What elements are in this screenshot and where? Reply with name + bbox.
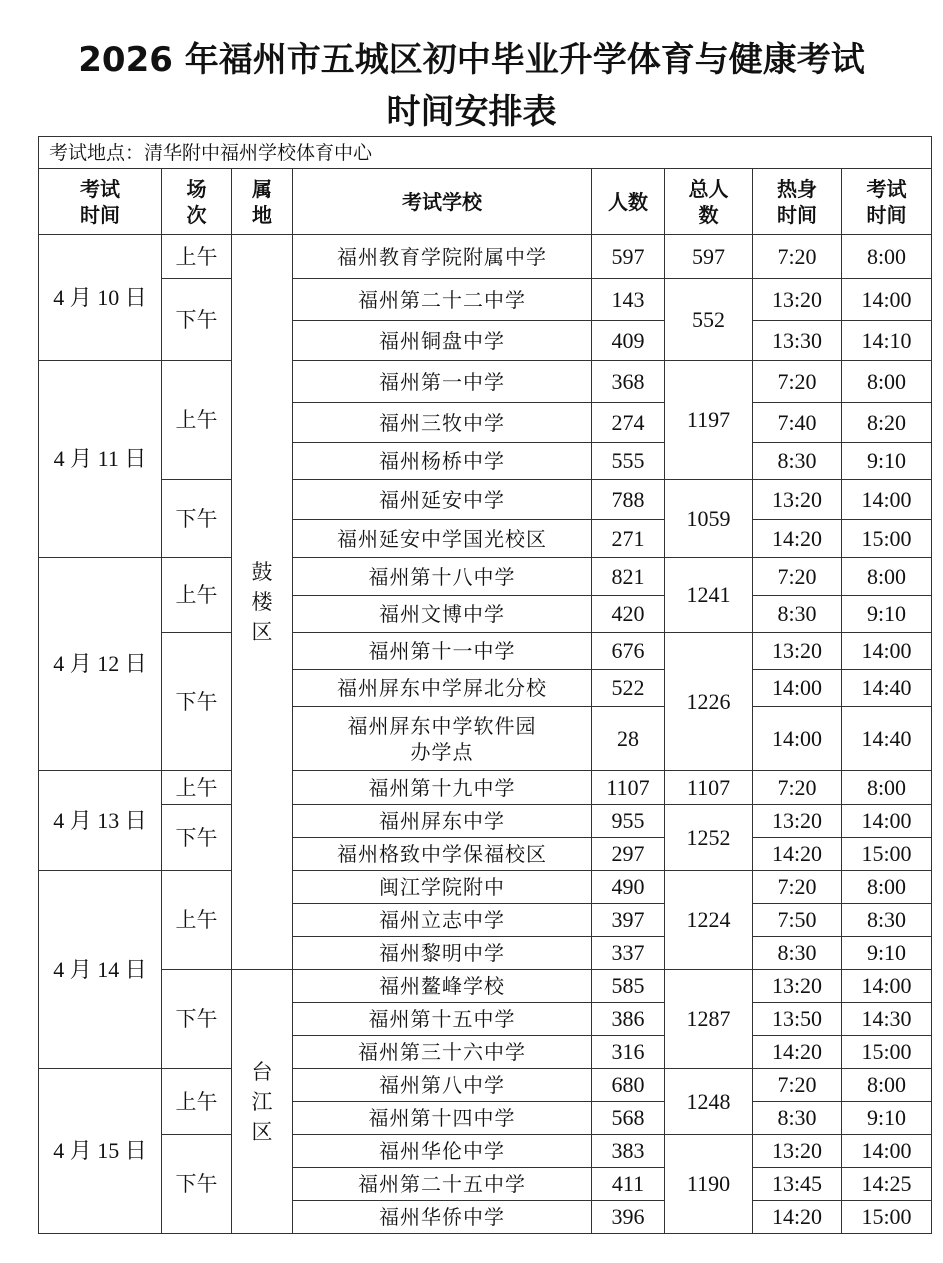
school-cell: 福州格致中学保福校区 <box>293 838 592 871</box>
exam-cell: 14:30 <box>842 1003 932 1036</box>
count-cell: 411 <box>592 1168 665 1201</box>
exam-cell: 14:00 <box>842 805 932 838</box>
session-cell: 下午 <box>162 970 232 1069</box>
school-cell: 福州华伦中学 <box>293 1135 592 1168</box>
session-cell: 上午 <box>162 235 232 279</box>
date-cell: 4 月 14 日 <box>39 871 162 1069</box>
school-cell: 福州延安中学国光校区 <box>293 520 592 558</box>
count-cell: 397 <box>592 904 665 937</box>
schedule-table <box>38 136 932 1234</box>
count-cell: 396 <box>592 1201 665 1234</box>
school-cell: 福州鳌峰学校 <box>293 970 592 1003</box>
exam-cell: 8:20 <box>842 403 932 443</box>
session-cell: 下午 <box>162 633 232 771</box>
count-cell: 1107 <box>592 771 665 805</box>
warmup-cell: 8:30 <box>753 1102 842 1135</box>
warmup-cell: 14:20 <box>753 838 842 871</box>
school-cell: 福州第二十五中学 <box>293 1168 592 1201</box>
school-cell: 福州第十一中学 <box>293 633 592 670</box>
header-exam: 考试 时间 <box>842 169 932 235</box>
total-cell: 1252 <box>665 805 753 871</box>
school-cell: 福州杨桥中学 <box>293 443 592 480</box>
school-cell: 福州黎明中学 <box>293 937 592 970</box>
exam-cell: 15:00 <box>842 1201 932 1234</box>
header-row <box>39 169 932 235</box>
count-cell: 297 <box>592 838 665 871</box>
count-cell: 490 <box>592 871 665 904</box>
session-cell: 下午 <box>162 1135 232 1234</box>
exam-cell: 8:00 <box>842 558 932 596</box>
school-cell: 福州华侨中学 <box>293 1201 592 1234</box>
exam-cell: 14:10 <box>842 321 932 361</box>
total-cell: 1197 <box>665 361 753 480</box>
warmup-cell: 7:20 <box>753 1069 842 1102</box>
table-row <box>39 480 932 520</box>
session-cell: 下午 <box>162 480 232 558</box>
exam-cell: 9:10 <box>842 596 932 633</box>
count-cell: 568 <box>592 1102 665 1135</box>
exam-cell: 9:10 <box>842 443 932 480</box>
count-cell: 316 <box>592 1036 665 1069</box>
exam-cell: 14:40 <box>842 707 932 771</box>
session-cell: 下午 <box>162 279 232 361</box>
date-cell: 4 月 13 日 <box>39 771 162 871</box>
count-cell: 420 <box>592 596 665 633</box>
exam-cell: 14:00 <box>842 970 932 1003</box>
exam-cell: 14:40 <box>842 670 932 707</box>
count-cell: 555 <box>592 443 665 480</box>
warmup-cell: 14:20 <box>753 520 842 558</box>
session-cell: 上午 <box>162 871 232 970</box>
exam-cell: 9:10 <box>842 937 932 970</box>
session-cell: 上午 <box>162 1069 232 1135</box>
session-cell: 下午 <box>162 805 232 871</box>
school-cell: 福州第十八中学 <box>293 558 592 596</box>
count-cell: 522 <box>592 670 665 707</box>
warmup-cell: 7:20 <box>753 235 842 279</box>
table-row <box>39 633 932 670</box>
session-cell: 上午 <box>162 771 232 805</box>
total-cell: 1287 <box>665 970 753 1069</box>
total-cell: 1190 <box>665 1135 753 1234</box>
warmup-cell: 14:20 <box>753 1201 842 1234</box>
count-cell: 788 <box>592 480 665 520</box>
district-label: 鼓楼区 <box>251 560 273 644</box>
warmup-cell: 13:20 <box>753 1135 842 1168</box>
school-cell: 福州第三十六中学 <box>293 1036 592 1069</box>
count-cell: 383 <box>592 1135 665 1168</box>
table-row <box>39 1069 932 1102</box>
table-row <box>39 871 932 904</box>
warmup-cell: 8:30 <box>753 596 842 633</box>
table-row <box>39 361 932 403</box>
count-cell: 386 <box>592 1003 665 1036</box>
warmup-cell: 13:30 <box>753 321 842 361</box>
total-cell: 1107 <box>665 771 753 805</box>
page-subtitle: 时间安排表 <box>386 92 557 132</box>
warmup-cell: 7:50 <box>753 904 842 937</box>
warmup-cell: 13:20 <box>753 279 842 321</box>
school-cell: 福州屏东中学软件园 办学点 <box>293 707 592 771</box>
school-cell: 福州屏东中学 <box>293 805 592 838</box>
session-cell: 上午 <box>162 558 232 633</box>
date-cell: 4 月 10 日 <box>39 235 162 361</box>
warmup-cell: 13:50 <box>753 1003 842 1036</box>
warmup-cell: 7:40 <box>753 403 842 443</box>
table-row <box>39 805 932 838</box>
date-cell: 4 月 15 日 <box>39 1069 162 1234</box>
school-cell: 福州铜盘中学 <box>293 321 592 361</box>
count-cell: 337 <box>592 937 665 970</box>
school-cell: 福州教育学院附属中学 <box>293 235 592 279</box>
warmup-cell: 13:20 <box>753 805 842 838</box>
total-cell: 597 <box>665 235 753 279</box>
count-cell: 597 <box>592 235 665 279</box>
exam-cell: 15:00 <box>842 1036 932 1069</box>
date-cell: 4 月 11 日 <box>39 361 162 558</box>
school-cell: 福州延安中学 <box>293 480 592 520</box>
school-cell: 福州第十四中学 <box>293 1102 592 1135</box>
count-cell: 821 <box>592 558 665 596</box>
count-cell: 274 <box>592 403 665 443</box>
total-cell: 1226 <box>665 633 753 771</box>
warmup-cell: 14:00 <box>753 670 842 707</box>
table-row <box>39 970 932 1003</box>
count-cell: 680 <box>592 1069 665 1102</box>
exam-cell: 14:00 <box>842 1135 932 1168</box>
count-cell: 271 <box>592 520 665 558</box>
count-cell: 409 <box>592 321 665 361</box>
warmup-cell: 8:30 <box>753 937 842 970</box>
header-warmup: 热身 时间 <box>753 169 842 235</box>
warmup-cell: 7:20 <box>753 361 842 403</box>
total-cell: 1224 <box>665 871 753 970</box>
school-cell: 闽江学院附中 <box>293 871 592 904</box>
table-row <box>39 279 932 321</box>
warmup-cell: 13:20 <box>753 633 842 670</box>
table-row <box>39 771 932 805</box>
warmup-cell: 14:00 <box>753 707 842 771</box>
exam-location: 考试地点：清华附中福州学校体育中心 <box>39 137 932 169</box>
total-cell: 1248 <box>665 1069 753 1135</box>
table-row <box>39 1135 932 1168</box>
table-row <box>39 235 932 279</box>
total-cell: 1241 <box>665 558 753 633</box>
exam-cell: 8:00 <box>842 771 932 805</box>
count-cell: 368 <box>592 361 665 403</box>
school-cell: 福州第十五中学 <box>293 1003 592 1036</box>
warmup-cell: 13:20 <box>753 970 842 1003</box>
warmup-cell: 7:20 <box>753 558 842 596</box>
school-cell: 福州立志中学 <box>293 904 592 937</box>
count-cell: 143 <box>592 279 665 321</box>
count-cell: 28 <box>592 707 665 771</box>
warmup-cell: 13:45 <box>753 1168 842 1201</box>
exam-cell: 8:00 <box>842 235 932 279</box>
district-cell <box>232 970 293 1234</box>
district-cell <box>232 235 293 970</box>
header-session: 场 次 <box>162 169 232 235</box>
exam-cell: 14:00 <box>842 633 932 670</box>
warmup-cell: 14:20 <box>753 1036 842 1069</box>
exam-cell: 15:00 <box>842 520 932 558</box>
exam-cell: 14:25 <box>842 1168 932 1201</box>
total-cell: 552 <box>665 279 753 361</box>
warmup-cell: 7:20 <box>753 771 842 805</box>
school-cell: 福州文博中学 <box>293 596 592 633</box>
session-cell: 上午 <box>162 361 232 480</box>
school-cell: 福州第八中学 <box>293 1069 592 1102</box>
exam-cell: 14:00 <box>842 279 932 321</box>
exam-cell: 8:00 <box>842 1069 932 1102</box>
exam-cell: 8:30 <box>842 904 932 937</box>
school-cell: 福州第一中学 <box>293 361 592 403</box>
school-cell: 福州第二十二中学 <box>293 279 592 321</box>
warmup-cell: 8:30 <box>753 443 842 480</box>
total-cell: 1059 <box>665 480 753 558</box>
header-count: 人数 <box>592 169 665 235</box>
exam-cell: 14:00 <box>842 480 932 520</box>
warmup-cell: 7:20 <box>753 871 842 904</box>
header-total: 总人 数 <box>665 169 753 235</box>
header-district: 属 地 <box>232 169 293 235</box>
header-date: 考试 时间 <box>39 169 162 235</box>
count-cell: 585 <box>592 970 665 1003</box>
school-cell: 福州屏东中学屏北分校 <box>293 670 592 707</box>
table-row <box>39 558 932 596</box>
exam-cell: 15:00 <box>842 838 932 871</box>
exam-cell: 8:00 <box>842 361 932 403</box>
exam-cell: 8:00 <box>842 871 932 904</box>
page-title: 2026 年福州市五城区初中毕业升学体育与健康考试 <box>78 40 865 80</box>
exam-cell: 9:10 <box>842 1102 932 1135</box>
warmup-cell: 13:20 <box>753 480 842 520</box>
date-cell: 4 月 12 日 <box>39 558 162 771</box>
school-cell: 福州第十九中学 <box>293 771 592 805</box>
school-cell: 福州三牧中学 <box>293 403 592 443</box>
district-label: 台江区 <box>251 1059 273 1144</box>
header-school: 考试学校 <box>293 169 592 235</box>
count-cell: 955 <box>592 805 665 838</box>
count-cell: 676 <box>592 633 665 670</box>
